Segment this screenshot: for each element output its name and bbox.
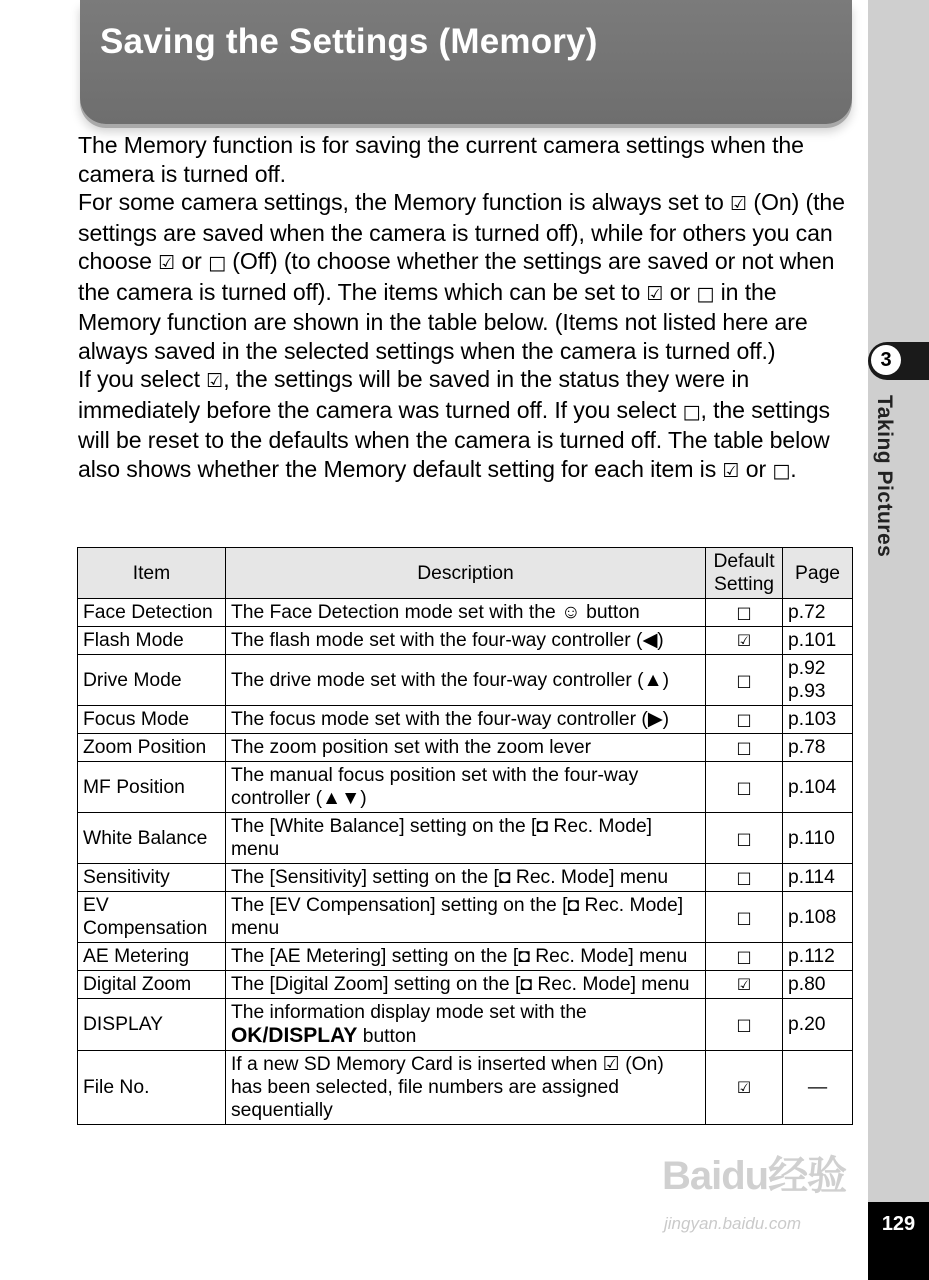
row-page: p.108 bbox=[783, 892, 853, 943]
row-page: p.78 bbox=[783, 734, 853, 762]
row-item: File No. bbox=[78, 1051, 226, 1125]
row-item: Drive Mode bbox=[78, 655, 226, 706]
row-description bbox=[225, 971, 705, 999]
row-page: p.114 bbox=[783, 864, 853, 892]
row-default: □ bbox=[706, 599, 783, 627]
face-icon: ☺ bbox=[561, 602, 581, 623]
row-page: p.110 bbox=[783, 813, 853, 864]
table-row bbox=[78, 943, 853, 971]
row-default: □ bbox=[706, 813, 783, 864]
row-desc-text: Rec. Mode] menu bbox=[230, 895, 684, 939]
row-desc-text: The [EV Compensation] setting on the [ bbox=[230, 895, 568, 916]
row-description bbox=[225, 864, 705, 892]
row-item: AE Metering bbox=[78, 943, 226, 971]
row-desc-text: If a new SD Memory Card is inserted when bbox=[230, 1054, 603, 1075]
check-icon: ☑ bbox=[722, 459, 740, 482]
row-item: Focus Mode bbox=[78, 706, 226, 734]
box-icon: □ bbox=[772, 459, 791, 482]
intro-p3-text: , the settings will be saved in the status they were in immediately before the camera was turned off. If you select bbox=[78, 366, 750, 423]
row-item: Zoom Position bbox=[78, 734, 226, 762]
row-item: Digital Zoom bbox=[78, 971, 226, 999]
row-item: Sensitivity bbox=[78, 864, 226, 892]
header-item: Item bbox=[78, 548, 226, 599]
row-desc-text: The [Digital Zoom] setting on the [ bbox=[230, 974, 521, 995]
row-desc-text: (On) has been selected, file numbers are assigned sequentially bbox=[230, 1054, 664, 1121]
table-row bbox=[78, 599, 853, 627]
page-title: Saving the Settings (Memory) bbox=[100, 22, 598, 61]
watermark-url: jingyan.baidu.com bbox=[664, 1214, 802, 1233]
row-default: □ bbox=[706, 943, 783, 971]
row-default: □ bbox=[706, 892, 783, 943]
row-page-2: p.93 bbox=[788, 681, 826, 702]
watermark-logo: Baidu经验 bbox=[662, 1154, 847, 1198]
row-description bbox=[225, 599, 705, 627]
row-default: ☑ bbox=[706, 1051, 783, 1125]
row-page bbox=[783, 655, 853, 706]
row-item bbox=[78, 892, 226, 943]
row-item: White Balance bbox=[78, 813, 226, 864]
box-icon: □ bbox=[682, 400, 701, 423]
check-icon: ☑ bbox=[730, 193, 748, 215]
check-icon: ☑ bbox=[646, 282, 664, 305]
header-description: Description bbox=[225, 548, 705, 599]
row-desc-text: Rec. Mode] menu bbox=[510, 867, 669, 888]
table-row bbox=[78, 655, 853, 706]
row-page: p.104 bbox=[783, 762, 853, 813]
camera-icon: ◘ bbox=[518, 946, 530, 967]
row-desc-text: The [Sensitivity] setting on the [ bbox=[230, 867, 499, 888]
row-page: p.80 bbox=[783, 971, 853, 999]
header-default-line2: Setting bbox=[713, 574, 775, 595]
table-row bbox=[78, 706, 853, 734]
row-description bbox=[225, 892, 705, 943]
row-item: Face Detection bbox=[78, 599, 226, 627]
table-row bbox=[78, 971, 853, 999]
page-number: 129 bbox=[881, 1213, 916, 1235]
table-row bbox=[78, 734, 853, 762]
row-description bbox=[225, 943, 705, 971]
header-page: Page bbox=[783, 548, 853, 599]
header-default-setting bbox=[706, 548, 783, 599]
intro-paragraph-3 bbox=[78, 365, 850, 485]
intro-paragraph-1: The Memory function is for saving the current camera settings when the camera is turned off. bbox=[78, 132, 804, 187]
memory-settings-table bbox=[77, 547, 853, 1125]
table-row bbox=[78, 627, 853, 655]
table-row bbox=[78, 864, 853, 892]
row-description bbox=[225, 813, 705, 864]
row-default: □ bbox=[706, 706, 783, 734]
row-default: □ bbox=[706, 999, 783, 1051]
row-desc-text: The [White Balance] setting on the [ bbox=[230, 816, 537, 837]
camera-icon: ◘ bbox=[567, 895, 580, 916]
table-row bbox=[78, 813, 853, 864]
box-icon: □ bbox=[208, 252, 226, 274]
row-item: MF Position bbox=[78, 762, 226, 813]
intro-p3-text: , the settings will be reset to the defaults when the camera is turned off. The table below also shows whether the Memory default setting for each item is bbox=[78, 396, 830, 482]
row-default: □ bbox=[706, 655, 783, 706]
row-default: □ bbox=[706, 762, 783, 813]
chapter-sidebar bbox=[868, 0, 929, 1280]
check-icon: ☑ bbox=[158, 252, 176, 274]
table-row bbox=[78, 892, 853, 943]
check-icon: ☑ bbox=[602, 1053, 620, 1075]
intro-p3-text: or bbox=[739, 455, 773, 482]
ok-display-button-label: OK/DISPLAY bbox=[230, 1024, 358, 1047]
camera-icon: ◘ bbox=[498, 867, 511, 888]
table-header-row bbox=[78, 548, 853, 599]
row-desc-text: The information display mode set with the bbox=[230, 1002, 587, 1023]
intro-p3-text: If you select bbox=[78, 366, 207, 392]
table-row bbox=[78, 762, 853, 813]
intro-p3-text: . bbox=[790, 455, 797, 482]
chapter-title: Taking Pictures bbox=[873, 395, 896, 558]
row-page: — bbox=[783, 1051, 853, 1125]
row-desc-text: Rec. Mode] menu bbox=[531, 974, 690, 995]
row-page: p.103 bbox=[783, 706, 853, 734]
row-desc-text: Rec. Mode] menu bbox=[230, 816, 653, 860]
box-icon: □ bbox=[696, 282, 715, 305]
intro-p2-text: in the Memory function are shown in the table below. (Items not listed here are always saved in the selected settings when the camera is turned off.) bbox=[78, 278, 808, 364]
row-desc-text: Rec. Mode] menu bbox=[529, 946, 688, 967]
row-description: The zoom position set with the zoom lever bbox=[225, 734, 705, 762]
intro-p2-text: (Off) (to choose whether the settings are saved or not when the camera is turned off). The items which can be set to bbox=[78, 248, 835, 305]
row-description bbox=[225, 999, 705, 1051]
row-default: □ bbox=[706, 864, 783, 892]
intro-p2-text: (On) (the settings are saved when the camera is turned off), while for others you can choose bbox=[78, 189, 845, 274]
intro-text bbox=[78, 131, 850, 485]
row-desc-text: button bbox=[580, 602, 640, 623]
intro-p2-text: For some camera settings, the Memory function is always set to bbox=[78, 189, 731, 215]
row-description: The drive mode set with the four-way controller (▲) bbox=[225, 655, 705, 706]
row-page: p.101 bbox=[783, 627, 853, 655]
chapter-number: 3 bbox=[871, 345, 901, 375]
header-default-line1: Default bbox=[713, 551, 775, 572]
row-item-line1: EV bbox=[83, 895, 109, 916]
table-row bbox=[78, 999, 853, 1051]
row-default: □ bbox=[706, 734, 783, 762]
camera-icon: ◘ bbox=[520, 974, 532, 995]
camera-icon: ◘ bbox=[536, 816, 549, 837]
row-desc-text: The [AE Metering] setting on the [ bbox=[230, 946, 519, 967]
row-description: The manual focus position set with the four-way controller (▲▼) bbox=[225, 762, 705, 813]
row-default: ☑ bbox=[706, 627, 783, 655]
row-page-1: p.92 bbox=[788, 658, 826, 679]
row-description: The flash mode set with the four-way controller (◀) bbox=[225, 627, 705, 655]
row-item: DISPLAY bbox=[78, 999, 226, 1051]
title-banner bbox=[80, 0, 852, 124]
intro-p2-text: or bbox=[663, 278, 697, 305]
row-desc-text: The Face Detection mode set with the bbox=[230, 602, 562, 623]
intro-paragraph-2 bbox=[78, 188, 850, 365]
intro-p2-text: or bbox=[175, 248, 209, 274]
row-page: p.20 bbox=[783, 999, 853, 1051]
row-desc-text: button bbox=[357, 1026, 417, 1047]
row-item-line2: Compensation bbox=[83, 918, 208, 939]
row-description: The focus mode set with the four-way controller (▶) bbox=[225, 706, 705, 734]
row-page: p.112 bbox=[783, 943, 853, 971]
row-item: Flash Mode bbox=[78, 627, 226, 655]
row-description bbox=[225, 1051, 705, 1125]
row-page: p.72 bbox=[783, 599, 853, 627]
check-icon: ☑ bbox=[206, 370, 224, 392]
row-default: ☑ bbox=[706, 971, 783, 999]
table-row bbox=[78, 1051, 853, 1125]
